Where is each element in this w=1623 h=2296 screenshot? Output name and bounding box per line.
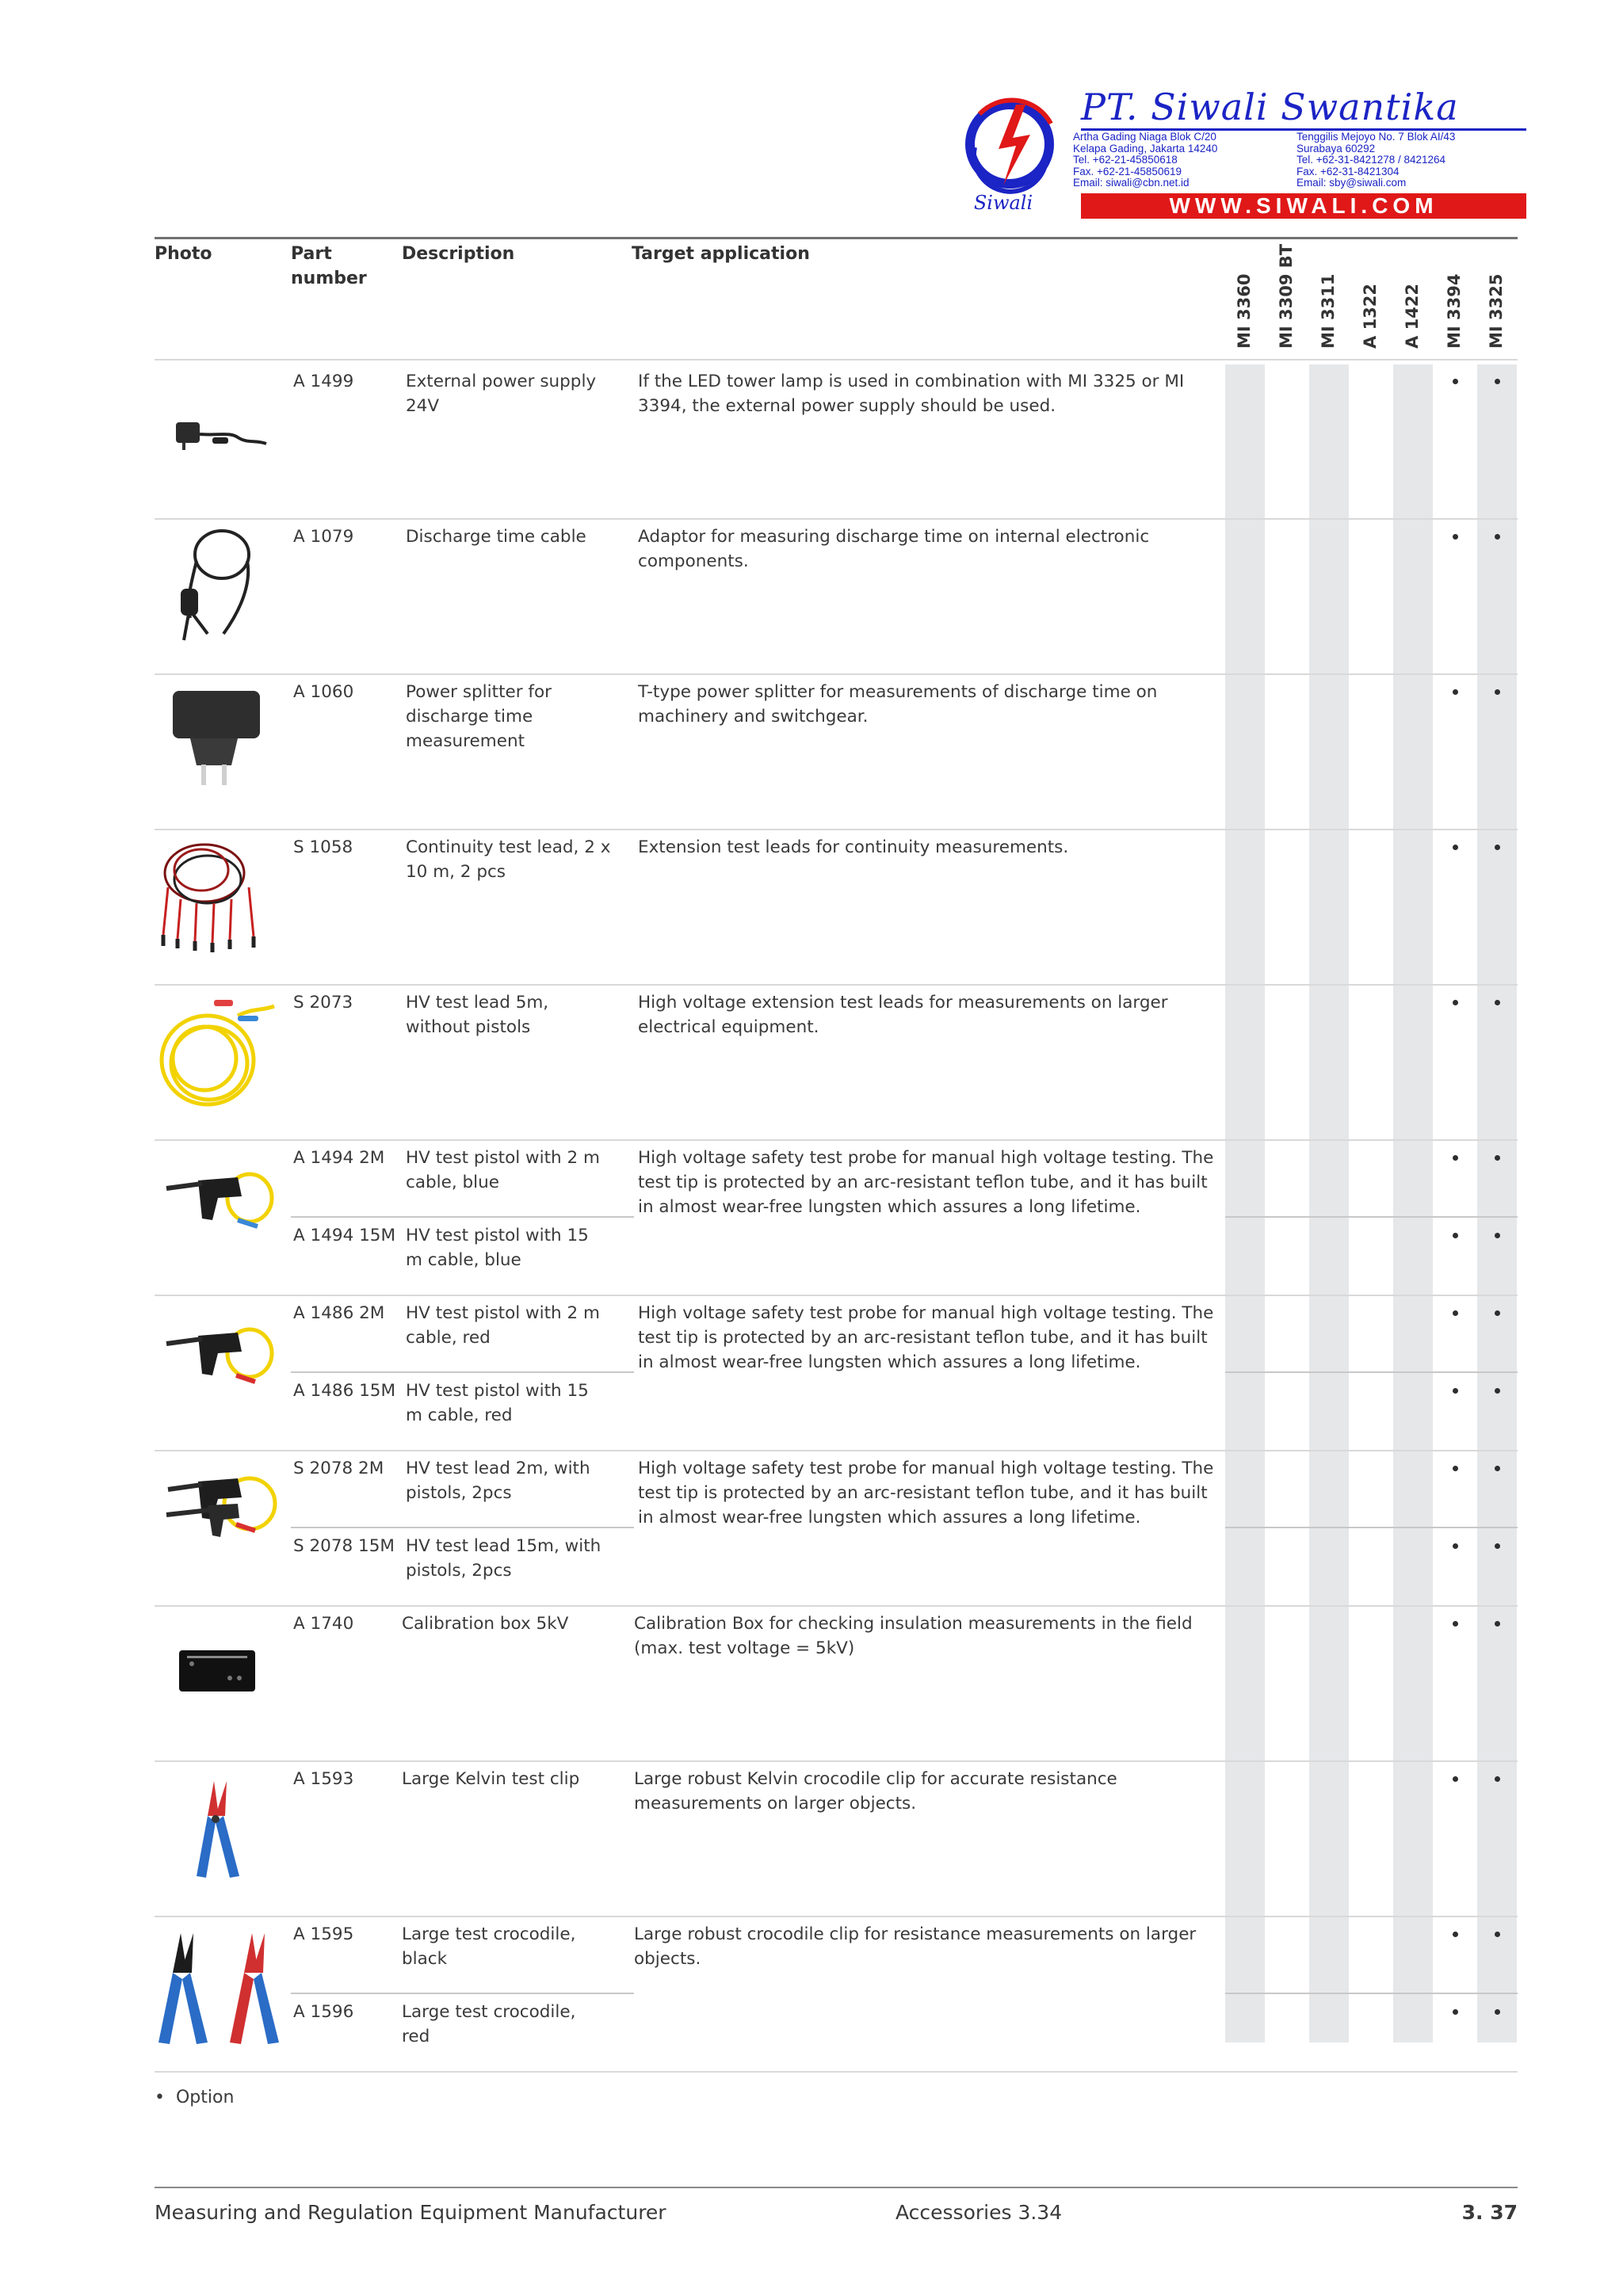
- part-number: A 1060: [293, 682, 354, 702]
- instrument-header: A 1322: [1361, 283, 1380, 349]
- description-line: red: [402, 2027, 430, 2046]
- row-divider: [155, 673, 1518, 675]
- target-line: test tip is protected by an arc-resistant teflon tube, and it has built: [638, 1328, 1208, 1348]
- address-line: Email: siwali@cbn.net.id: [1073, 177, 1190, 189]
- website-banner[interactable]: WWW.SIWALI.COM: [1081, 193, 1526, 219]
- part-description: [406, 524, 628, 549]
- target-line: High voltage safety test probe for manual high voltage testing. The: [638, 1148, 1214, 1168]
- part-description: [402, 1922, 624, 1971]
- part-number: A 1595: [293, 1924, 354, 1944]
- part-description: [406, 1301, 628, 1350]
- target-line: Calibration Box for checking insulation measurements in the field: [634, 1614, 1193, 1634]
- sub-row-divider: [1225, 1216, 1518, 1218]
- instrument-header: MI 3360: [1235, 273, 1254, 349]
- page-number: 3. 37: [1461, 2201, 1518, 2224]
- description-line: HV test pistol with 15: [406, 1226, 589, 1245]
- address-line: Tenggilis Mejoyo No. 7 Blok AI/43: [1296, 131, 1456, 143]
- description-line: 10 m, 2 pcs: [406, 862, 506, 882]
- description-line: Calibration box 5kV: [402, 1614, 569, 1634]
- address-line: Kelapa Gading, Jakarta 14240: [1073, 142, 1218, 154]
- option-dot: [1453, 689, 1458, 695]
- target-line: in almost wear-free lungsten which assures a long lifetime.: [638, 1352, 1141, 1372]
- option-dot: [1453, 1466, 1458, 1471]
- option-dot: [1495, 2009, 1500, 2015]
- description-line: Discharge time cable: [406, 527, 586, 547]
- target-line: High voltage safety test probe for manual high voltage testing. The: [638, 1303, 1214, 1323]
- description-line: m cable, blue: [406, 1250, 521, 1270]
- header-part-line1: Part: [291, 244, 332, 264]
- sub-row-divider: [1225, 1993, 1518, 1994]
- target-line: High voltage extension test leads for measurements on larger: [638, 993, 1168, 1013]
- option-dot: [1453, 1155, 1458, 1161]
- row-divider: [155, 1139, 1518, 1141]
- description-line: black: [402, 1949, 448, 1969]
- part-number: A 1494 15M: [293, 1226, 395, 1245]
- header-part-number: [291, 242, 367, 291]
- address-line: Artha Gading Niaga Blok C/20: [1073, 131, 1216, 143]
- row-divider: [155, 984, 1518, 986]
- description-line: pistols, 2pcs: [406, 1561, 512, 1581]
- address-line: Tel. +62-31-8421278 / 8421264: [1296, 154, 1446, 166]
- legend-text: Option: [175, 2088, 235, 2107]
- column-band-a1422: [1393, 364, 1433, 2042]
- description-line: Large Kelvin test clip: [402, 1769, 580, 1789]
- part-number: S 2078 15M: [293, 1536, 395, 1556]
- instrument-header: MI 3309 BT: [1277, 243, 1296, 349]
- description-line: without pistols: [406, 1017, 531, 1037]
- option-dot: [1495, 845, 1500, 850]
- part-description: [406, 1456, 628, 1505]
- option-dot: [1495, 1543, 1500, 1549]
- target-application: [638, 369, 1209, 418]
- description-line: pistols, 2pcs: [406, 1483, 512, 1503]
- row-divider: [155, 829, 1518, 830]
- part-description: [406, 835, 628, 884]
- option-dot: [1453, 1000, 1458, 1005]
- target-line: in almost wear-free lungsten which assures a long lifetime.: [638, 1197, 1141, 1217]
- option-dot: [1453, 1543, 1458, 1549]
- option-dot: [1495, 1233, 1500, 1238]
- description-line: HV test lead 2m, with: [406, 1459, 590, 1478]
- target-line: test tip is protected by an arc-resistant teflon tube, and it has built: [638, 1483, 1208, 1503]
- instrument-header: MI 3394: [1445, 273, 1464, 349]
- part-description: [402, 2000, 624, 2049]
- address-line: Email: sby@siwali.com: [1296, 177, 1407, 189]
- description-line: HV test pistol with 2 m: [406, 1148, 600, 1168]
- instrument-header: MI 3311: [1319, 273, 1338, 349]
- description-line: Power splitter for: [406, 682, 552, 702]
- sub-row-divider: [291, 1527, 634, 1528]
- header-description: Description: [402, 244, 515, 264]
- row-divider: [155, 1295, 1518, 1296]
- target-application: [638, 1301, 1214, 1375]
- footer-rule: [155, 2187, 1518, 2188]
- option-dot: [1453, 379, 1458, 384]
- target-application: [634, 1922, 1205, 1971]
- part-number: A 1486 2M: [293, 1303, 385, 1323]
- target-line: Extension test leads for continuity measurements.: [638, 837, 1069, 857]
- row-divider: [155, 1605, 1518, 1607]
- target-line: If the LED tower lamp is used in combination with MI 3325 or MI: [638, 372, 1185, 391]
- target-application: [638, 1146, 1214, 1219]
- option-dot: [1495, 1621, 1500, 1627]
- option-dot: [1453, 1776, 1458, 1782]
- part-number: S 2073: [293, 993, 353, 1013]
- option-dot: [1495, 689, 1500, 695]
- header-bottom-rule: [155, 359, 1518, 360]
- option-dot: [1453, 1310, 1458, 1316]
- row-divider: [155, 1450, 1518, 1451]
- part-description: [406, 680, 628, 753]
- target-line: test tip is protected by an arc-resistant teflon tube, and it has built: [638, 1173, 1208, 1192]
- target-application: [638, 1456, 1214, 1530]
- row-divider: [155, 2071, 1518, 2073]
- legend-bullet: •: [155, 2088, 165, 2107]
- description-line: 24V: [406, 396, 440, 416]
- option-dot: [1453, 1932, 1458, 1937]
- description-line: HV test pistol with 15: [406, 1381, 589, 1401]
- target-line: T-type power splitter for measurements of discharge time on: [638, 682, 1158, 702]
- option-dot: [1495, 379, 1500, 384]
- description-line: discharge time: [406, 707, 533, 727]
- part-description: [406, 369, 628, 418]
- company-name: PT. Siwali Swantika: [1081, 86, 1459, 128]
- target-line: in almost wear-free lungsten which assures a long lifetime.: [638, 1508, 1141, 1527]
- option-dot: [1453, 2009, 1458, 2015]
- target-line: High voltage safety test probe for manual high voltage testing. The: [638, 1459, 1214, 1478]
- target-application: [638, 990, 1209, 1039]
- part-description: [406, 1146, 628, 1195]
- option-dot: [1453, 534, 1458, 540]
- option-dot: [1495, 1388, 1500, 1394]
- sub-row-divider: [1225, 1371, 1518, 1373]
- description-line: Large test crocodile,: [402, 1924, 576, 1944]
- footer-center: Accessories 3.34: [896, 2201, 1063, 2224]
- part-description: [406, 1379, 628, 1428]
- part-number: A 1486 15M: [293, 1381, 395, 1401]
- header-photo: Photo: [155, 244, 212, 264]
- sub-row-divider: [291, 1216, 634, 1218]
- description-line: HV test lead 15m, with: [406, 1536, 601, 1556]
- part-number: A 1740: [293, 1614, 354, 1634]
- description-line: Large test crocodile,: [402, 2002, 576, 2022]
- instrument-header: MI 3325: [1487, 273, 1506, 349]
- table-top-rule: [155, 237, 1518, 239]
- row-divider: [155, 1760, 1518, 1762]
- description-line: HV test lead 5m,: [406, 993, 549, 1013]
- option-dot: [1495, 1466, 1500, 1471]
- target-line: Adaptor for measuring discharge time on internal electronic: [638, 527, 1150, 547]
- option-dot: [1453, 845, 1458, 850]
- part-number: A 1593: [293, 1769, 354, 1789]
- option-dot: [1495, 1932, 1500, 1937]
- emblem-caption: Siwali: [973, 192, 1033, 214]
- target-line: measurements on larger objects.: [634, 1794, 917, 1814]
- target-line: (max. test voltage = 5kV): [634, 1638, 855, 1658]
- part-description: [402, 1611, 624, 1636]
- description-line: External power supply: [406, 372, 597, 391]
- description-line: HV test pistol with 2 m: [406, 1303, 600, 1323]
- sub-row-divider: [1225, 1527, 1518, 1528]
- option-dot: [1495, 534, 1500, 540]
- description-line: cable, blue: [406, 1173, 499, 1192]
- column-band-mi3311: [1309, 364, 1349, 2042]
- option-dot: [1453, 1621, 1458, 1627]
- address-line: Fax. +62-21-45850619: [1073, 165, 1182, 177]
- option-dot: [1495, 1155, 1500, 1161]
- target-line: 3394, the external power supply should be used.: [638, 396, 1056, 416]
- sub-row-divider: [291, 1993, 634, 1994]
- part-number: A 1494 2M: [293, 1148, 385, 1168]
- description-line: Continuity test lead, 2 x: [406, 837, 611, 857]
- column-band-mi3325: [1477, 364, 1517, 2042]
- part-number: A 1079: [293, 527, 354, 547]
- target-application: [638, 835, 1209, 860]
- part-description: [406, 1223, 628, 1272]
- description-line: m cable, red: [406, 1405, 513, 1425]
- target-line: objects.: [634, 1949, 701, 1969]
- sub-row-divider: [291, 1371, 634, 1373]
- address-line: Tel. +62-21-45850618: [1073, 154, 1178, 166]
- target-line: Large robust Kelvin crocodile clip for accurate resistance: [634, 1769, 1117, 1789]
- target-line: machinery and switchgear.: [638, 707, 869, 727]
- description-line: measurement: [406, 731, 525, 751]
- part-description: [402, 1767, 624, 1791]
- header-target-application: Target application: [632, 244, 810, 264]
- option-dot: [1453, 1233, 1458, 1238]
- description-line: cable, red: [406, 1328, 491, 1348]
- option-dot: [1495, 1000, 1500, 1005]
- option-dot: [1495, 1776, 1500, 1782]
- part-number: A 1596: [293, 2002, 354, 2022]
- target-application: [634, 1611, 1205, 1661]
- part-number: A 1499: [293, 372, 354, 391]
- target-application: [634, 1767, 1205, 1816]
- option-dot: [1495, 1310, 1500, 1316]
- part-number: S 2078 2M: [293, 1459, 384, 1478]
- row-divider: [155, 1916, 1518, 1917]
- part-number: S 1058: [293, 837, 353, 857]
- header-part-line2: number: [291, 269, 367, 288]
- column-band-mi3360: [1225, 364, 1265, 2042]
- row-divider: [155, 518, 1518, 520]
- target-line: components.: [638, 551, 749, 571]
- target-application: [638, 680, 1209, 729]
- footer-left: Measuring and Regulation Equipment Manufacturer: [155, 2201, 666, 2224]
- address-line: Surabaya 60292: [1296, 142, 1376, 154]
- address-line: Fax. +62-31-8421304: [1296, 165, 1400, 177]
- legend: [155, 2085, 234, 2110]
- target-line: Large robust crocodile clip for resistance measurements on larger: [634, 1924, 1197, 1944]
- target-line: electrical equipment.: [638, 1017, 819, 1037]
- part-description: [406, 990, 628, 1039]
- target-application: [638, 524, 1209, 574]
- option-dot: [1453, 1388, 1458, 1394]
- part-description: [406, 1534, 628, 1583]
- instrument-header: A 1422: [1403, 283, 1422, 349]
